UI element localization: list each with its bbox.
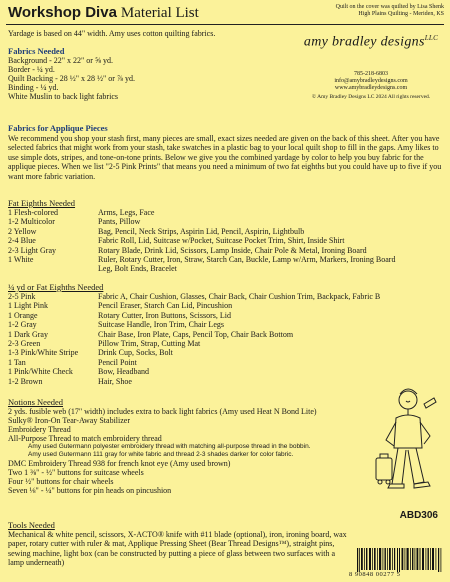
qty-cell	[8, 264, 98, 273]
brand-email: info@amybradleydesigns.com	[334, 77, 408, 84]
table-row	[8, 292, 380, 301]
brand-contact	[296, 71, 446, 92]
use-cell: Ruler, Rotary Cutter, Iron, Straw, Starch Can, Buckle, Lamp w/Arm, Markers, Ironing Board	[98, 255, 396, 265]
fabrics-line: Quilt Backing - 28 ½" x 28 ½" or ⅞ yd.	[8, 74, 135, 83]
qty-cell: 1 Dark Gray	[8, 329, 48, 339]
use-cell: Suitcase Handle, Iron Trim, Chair Legs	[98, 320, 224, 330]
use-cell: Leg, Bolt Ends, Bracelet	[98, 264, 177, 274]
notions-section	[8, 398, 368, 495]
use-cell: Pencil Eraser, Starch Can Lid, Pincushion	[98, 301, 233, 311]
use-cell: Fabric A, Chair Cushion, Glasses, Chair Back, Chair Cushion Trim, Backpack, Fabric B	[98, 292, 381, 301]
use-cell: Chair Base, Iron Plate, Caps, Pencil Top, Chair Back Bottom	[98, 329, 294, 339]
table-row	[8, 255, 395, 264]
qty-cell: 1 Pink/White Check	[8, 367, 73, 377]
intro-text: Yardage is based on 44" width. Amy uses cotton quilting fabrics.	[8, 29, 216, 38]
qty-cell: 1 Orange	[8, 310, 38, 320]
qty-cell: 2-3 Green	[8, 339, 41, 349]
brand-phone: 785-218-6803	[354, 70, 388, 77]
notions-line: DMC Embroidery Thread 938 for french knot eye (Amy used brown)	[8, 459, 231, 468]
table-row	[8, 320, 380, 329]
quarter-fat-eighths-section	[8, 283, 380, 386]
tools-section	[8, 521, 348, 568]
qty-cell: 2-4 Blue	[8, 236, 36, 246]
fabrics-needed-heading: Fabrics Needed	[8, 46, 65, 56]
qty-cell: 1-3 Pink/White Stripe	[8, 348, 79, 358]
fat-eighths-table	[8, 208, 395, 274]
table-row	[8, 358, 380, 367]
notions-line: Four ½" buttons for chair wheels	[8, 477, 114, 486]
product-code: ABD306	[399, 510, 438, 521]
qty-cell: 1 White	[8, 255, 34, 265]
table-row	[8, 264, 395, 273]
use-cell: Pencil Point	[98, 357, 137, 367]
quilted-place: High Plains Quilting - Meriden, KS	[358, 11, 444, 17]
fabrics-line: Background - 22" x 22" or ⅝ yd.	[8, 56, 113, 65]
quarter-fat-eighths-table	[8, 292, 380, 386]
title-rest: Material List	[120, 5, 199, 21]
use-cell: Fabric Roll, Lid, Suitcase w/Pocket, Suitcase Pocket Trim, Shirt, Inside Shirt	[98, 236, 345, 246]
use-cell: Pillow Trim, Strap, Cutting Mat	[98, 339, 201, 349]
fat-eighths-section	[8, 199, 395, 274]
notions-line: Two 1 ⅜" - ½" buttons for suitcase wheels	[8, 468, 144, 477]
table-row	[8, 301, 380, 310]
notions-line: Embroidery Thread	[8, 425, 71, 434]
table-row	[8, 246, 395, 255]
qty-cell: 1-2 Brown	[8, 376, 43, 386]
fabrics-needed-section	[8, 47, 135, 101]
tools-paragraph: Mechanical & white pencil, scissors, X-ACTO® knife with #11 blade (optional), iron, ironing board, wax paper, rotary cutter with ruler & mat, Applique Pressing Sheet (Bear Thread Designs™), straight pins, sewing machine, light box (can be constructed by putting a piece of glass between two surfaces with a lamp underneath)	[8, 530, 347, 568]
brand-logo	[296, 34, 446, 51]
table-row	[8, 227, 395, 236]
notions-line: All-Purpose Thread to match embroidery thread	[8, 434, 162, 443]
qty-cell: 2 Yellow	[8, 226, 37, 236]
qty-cell: 1 Tan	[8, 357, 26, 367]
brand-logo-mark: LLC	[424, 34, 439, 42]
fabrics-line: Binding - ¼ yd.	[8, 83, 59, 92]
table-row	[8, 217, 395, 226]
notions-line: 2 yds. fusible web (17" width) includes extra to back light fabrics (Amy used Heat N Bond Lite)	[8, 407, 317, 416]
qty-cell: 2-5 Pink	[8, 292, 36, 301]
quilted-by: Quilt on the cover was quilted by Lisa Shenk	[335, 4, 444, 10]
table-row	[8, 348, 380, 357]
use-cell: Hair, Shoe	[98, 376, 132, 386]
notions-note: Amy used Gutermann polyester embroidery thread with matching all-purpose thread in the bobbin.	[28, 443, 311, 450]
use-cell: Bow, Headband	[98, 367, 150, 377]
notions-line: Seven ⅛" - ¼" buttons for pin heads on pincushion	[8, 486, 172, 495]
use-cell: Rotary Cutter, Iron Buttons, Scissors, Lid	[98, 310, 232, 320]
page-title	[8, 4, 199, 22]
barcode-number: 8 90848 00277 5	[349, 571, 401, 578]
qty-cell: 1 Light Pink	[8, 301, 49, 311]
workshop-diva-figure-icon	[372, 384, 442, 514]
tools-heading: Tools Needed	[8, 520, 55, 530]
table-row	[8, 377, 380, 386]
use-cell: Rotary Blade, Drink Lid, Scissors, Lamp Inside, Chair Pole & Metal, Ironing Board	[98, 245, 367, 255]
table-row	[8, 339, 380, 348]
fabrics-line: Border - ¼ yd.	[8, 65, 55, 74]
qty-cell: 2-3 Light Gray	[8, 245, 56, 255]
table-row	[8, 330, 380, 339]
applique-heading: Fabrics for Applique Pieces	[8, 123, 108, 133]
notions-line: Sulky® Iron-On Tear-Away Stabilizer	[8, 416, 130, 425]
qty-cell: 1-2 Gray	[8, 320, 37, 330]
fabrics-line: White Muslin to back light fabrics	[8, 92, 118, 101]
fat-eighths-heading: Fat Eighths Needed	[8, 198, 76, 208]
title-bold: Workshop Diva	[8, 4, 117, 21]
applique-paragraph: We recommend you shop your stash first, many pieces are small, exact sizes needed are given on the back of this sheet. After you have selected fabrics that might work from your stash, take swatches in a plastic bag to your local quilt shop to fill in the gaps. Amy likes to use simple dots, stripes, and tone-on-tone prints. Below we give you the combined yardage by color to help you buy fabric for the applique pieces. When we list "2-5 Pink Prints" that means you need a minimum of two fat eighths but you could have up to five if you want more fabric variation.	[8, 133, 442, 181]
table-row	[8, 311, 380, 320]
table-row	[8, 208, 395, 217]
use-cell: Drink Cup, Socks, Bolt	[98, 348, 173, 358]
brand-block	[296, 34, 446, 100]
quarter-fat-eighths-heading: ¼ yd or Fat Eighths Needed	[8, 282, 104, 292]
notions-heading: Notions Needed	[8, 397, 64, 407]
qty-cell: 1 Flesh-colored	[8, 208, 58, 217]
quilted-by-note	[294, 4, 444, 18]
brand-copyright: © Amy Bradley Designs LC 2024 All rights reserved.	[311, 93, 431, 100]
brand-logo-text: amy bradley designs	[303, 34, 425, 50]
qty-cell: 1-2 Multicolor	[8, 217, 55, 227]
brand-website: www.amybradleydesigns.com	[334, 84, 408, 91]
table-row	[8, 367, 380, 376]
table-row	[8, 236, 395, 245]
header-divider	[6, 24, 444, 25]
use-cell: Arms, Legs, Face	[98, 208, 155, 217]
barcode-icon	[357, 548, 443, 572]
use-cell: Bag, Pencil, Neck Strips, Aspirin Lid, Pencil, Aspirin, Lightbulb	[98, 226, 305, 236]
use-cell: Pants, Pillow	[98, 217, 141, 227]
notions-note: Amy used Gutermann 111 gray for white fabric and thread 2-3 shades darker for color fabric.	[28, 451, 294, 458]
applique-section	[8, 124, 444, 182]
